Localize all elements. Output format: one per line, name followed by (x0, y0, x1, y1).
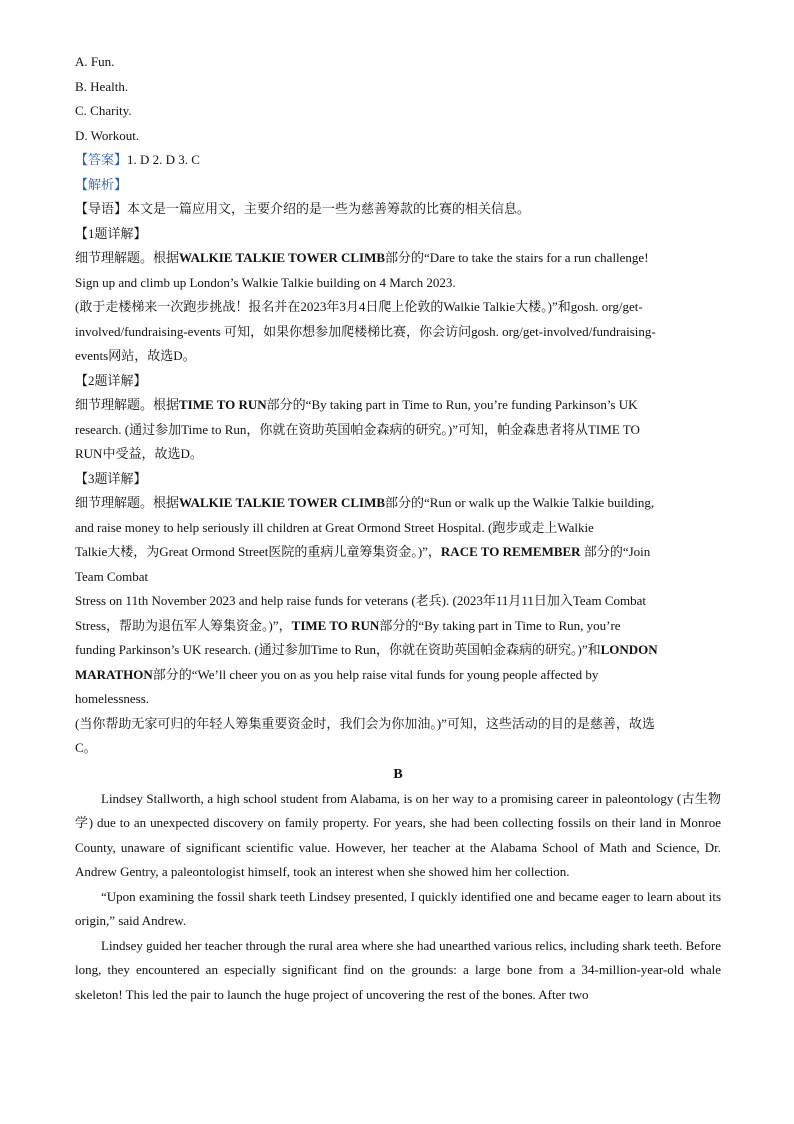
q2-line: research. (通过参加Time to Run，你就在资助英国帕金森病的研究。)”可知，帕金森患者将从TIME TO (75, 421, 640, 437)
answer-line (75, 148, 721, 173)
q2-line: RUN中受益，故选D。 (75, 446, 203, 461)
q3-line: homelessness. (75, 691, 150, 706)
guide-text: 【导语】本文是一篇应用文，主要介绍的是一些为慈善筹款的比赛的相关信息。 (75, 201, 531, 216)
analysis-label: 【解析】 (75, 176, 128, 192)
q2-heading: 【2题详解】 (75, 372, 147, 388)
option-a: A. Fun. (75, 54, 115, 69)
answer-label: 【答案】 (75, 152, 128, 167)
option-d: D. Workout. (75, 127, 140, 143)
answer-text: 1. D 2. D 3. C (127, 152, 200, 167)
q3-heading: 【3题详解】 (75, 470, 147, 486)
q1-line: events网站，故选D。 (75, 348, 196, 363)
q2-line: 细节理解题。根据TIME TO RUN部分的“By taking part in Time to Run, you’re funding Parkinson’s UK (75, 397, 638, 412)
q3-line: Talkie大楼，为Great Ormond Street医院的重病儿童筹集资金。)”，RACE TO REMEMBER 部分的“Join (75, 544, 651, 559)
document-page (75, 50, 721, 1007)
q3-line: Team Combat (75, 568, 149, 584)
section-title: B (393, 766, 403, 782)
q1-line: (敢于走楼梯来一次跑步挑战！报名并在2023年3月4日爬上伦敦的Walkie Talkie大楼。)”和gosh. org/get- (75, 299, 643, 314)
q3-line: MARATHON部分的“We’ll cheer you on as you help raise vital funds for young people affected by (75, 666, 599, 682)
q3-line: funding Parkinson’s UK research. (通过参加Time to Run，你就在资助英国帕金森病的研究。)”和LONDON (75, 642, 658, 657)
q1-line: 细节理解题。根据WALKIE TALKIE TOWER CLIMB部分的“Dare to take the stairs for a run challenge! (75, 250, 649, 265)
q3-line: Stress on 11th November 2023 and help raise funds for veterans (老兵). (2023年11月11日加入Team Combat (75, 593, 646, 608)
passage-paragraph: “Upon examining the fossil shark teeth Lindsey presented, I quickly identified one and became eager to learn about its origin,” said Andrew. (75, 888, 721, 928)
q3-line: (当你帮助无家可归的年轻人筹集重要资金时，我们会为你加油。)”可知，这些活动的目的是慈善，故选 (75, 715, 655, 731)
q3-line: C。 (75, 740, 97, 755)
option-b: B. Health. (75, 78, 129, 94)
q1-heading: 【1题详解】 (75, 225, 147, 241)
passage-paragraph: Lindsey Stallworth, a high school student from Alabama, is on her way to a promising career in paleontology (古生物学) due to an unexpected discovery on family property. For years, she had been collecting fossils on their land in Monroe County, unaware of significant scientific value. However, her teacher at the Alabama School of Math and Science, Dr. Andrew Gentry, a paleontologist himself, took an interest when she showed him her collection. (75, 790, 721, 879)
option-c: C. Charity. (75, 103, 132, 118)
q1-line: Sign up and climb up London’s Walkie Talkie building on 4 March 2023. (75, 274, 456, 290)
passage-paragraph: Lindsey guided her teacher through the rural area where she had unearthed various relics, including shark teeth. Before long, they encountered an especially significant find on the grounds: a large bone from a 34-million-year-old whale skeleton! This led the pair to launch the huge project of uncovering the rest of the bones. After two (75, 937, 721, 1002)
q3-line: Stress，帮助为退伍军人筹集资金。)”，TIME TO RUN部分的“By taking part in Time to Run, you’re (75, 617, 621, 633)
q3-line: and raise money to help seriously ill children at Great Ormond Street Hospital. (跑步或走上Walkie (75, 519, 594, 535)
q3-line: 细节理解题。根据WALKIE TALKIE TOWER CLIMB部分的“Run or walk up the Walkie Talkie building, (75, 495, 655, 510)
q1-line: involved/fundraising-events 可知，如果你想参加爬楼梯比赛，你会访问gosh. org/get-involved/fundraising- (75, 323, 656, 339)
